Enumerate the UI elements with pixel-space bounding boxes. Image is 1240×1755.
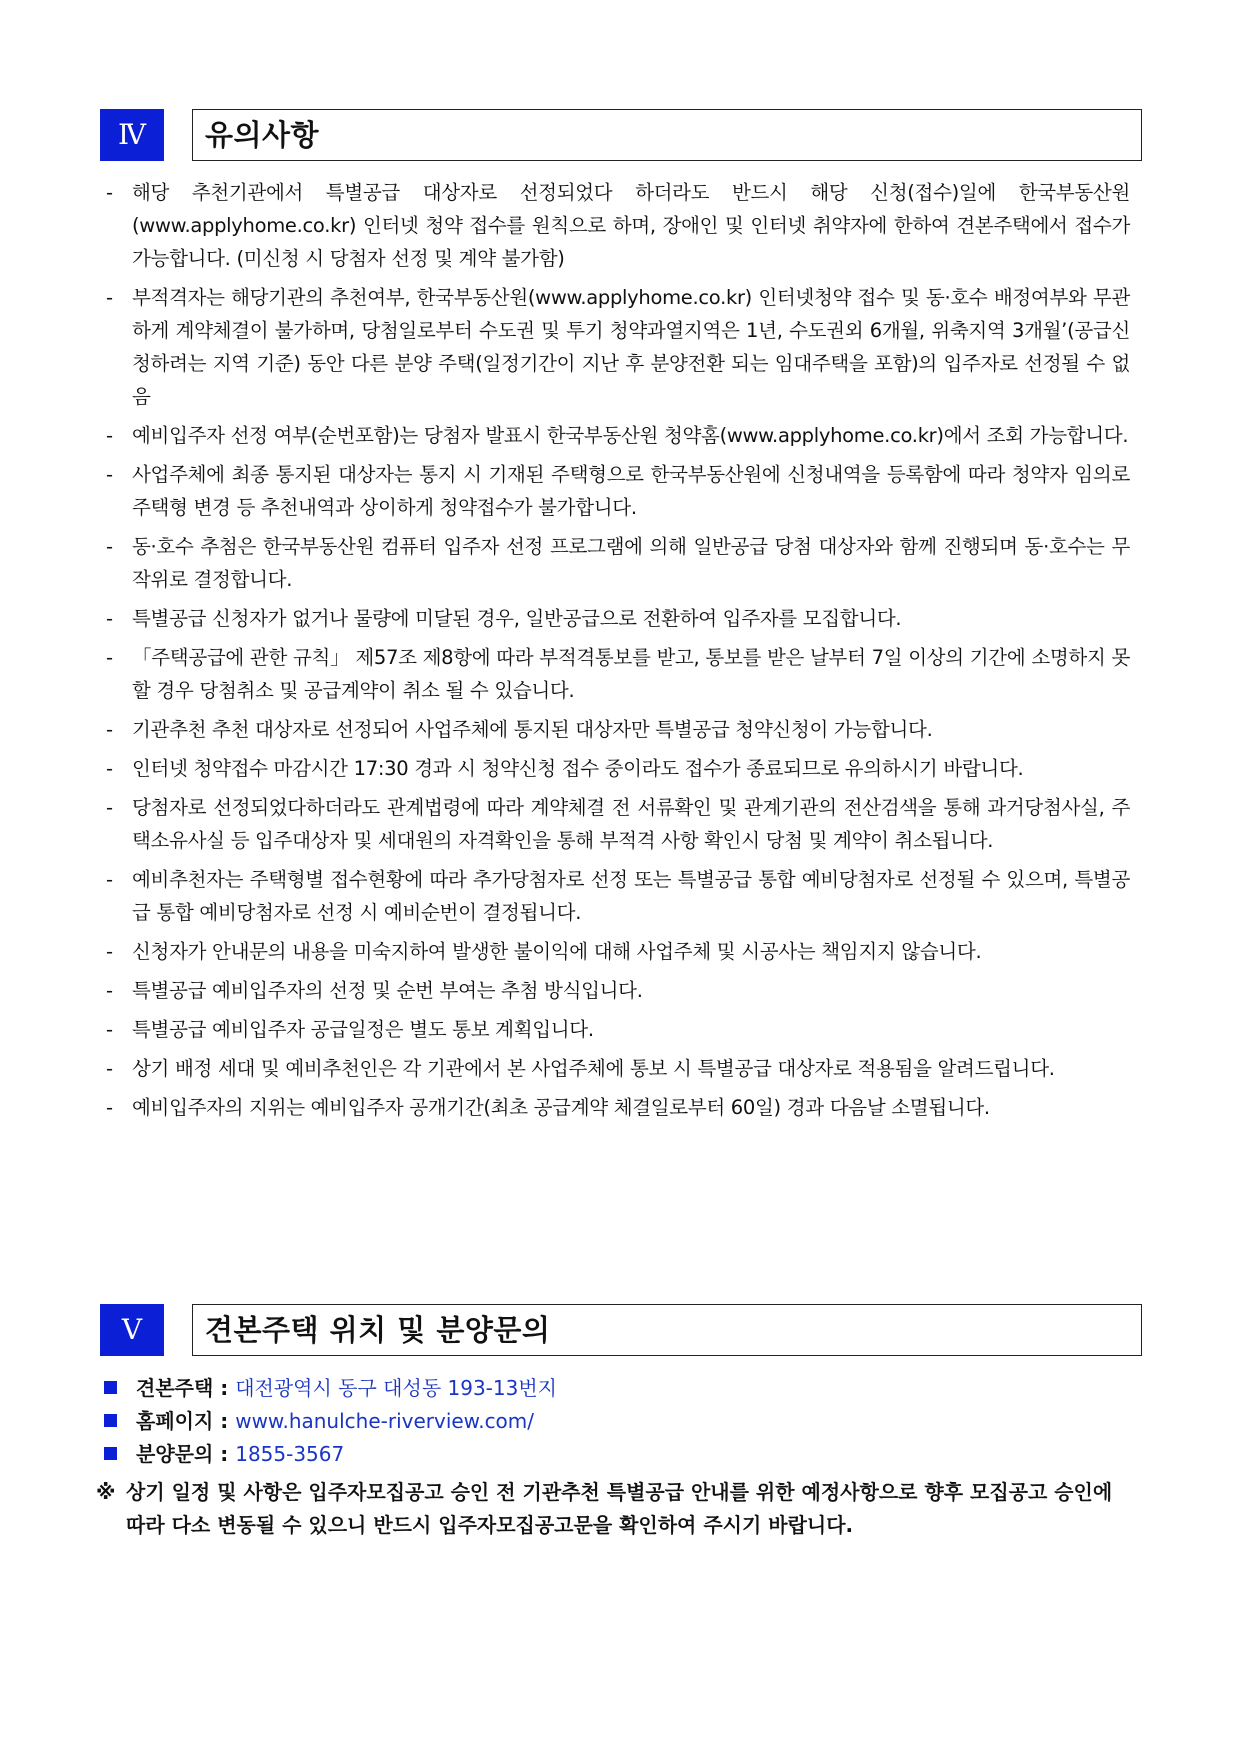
section-4-header [100,109,1142,161]
list-item: - 기관추천 추천 대상자로 선정되어 사업주체에 통지된 대상자만 특별공급 청약신청이 가능합니다. [106,718,933,741]
list-item: - 사업주체에 최종 통지된 대상자는 통지 시 기재된 주택형으로 한국부동산원에 신청내역을 등록함에 따라 청약자 임의로 주택형 변경 등 추천내역과 상이하게 청약접수가 불가합니다. [106,463,1130,519]
list-item: - 동·호수 추첨은 한국부동산원 컴퓨터 입주자 선정 프로그램에 의해 일반공급 당첨 대상자와 함께 진행되며 동·호수는 무작위로 결정합니다. [106,535,1130,591]
inquiry-phone: 1855-3567 [235,1442,345,1466]
section-5-title-box [192,1304,1142,1356]
list-item: - 예비입주자의 지위는 예비입주자 공개기간(최초 공급계약 체결일로부터 60일) 경과 다음날 소멸됩니다. [106,1096,990,1119]
model-house-address: 대전광역시 동구 대성동 193-13번지 [235,1376,557,1400]
list-item: - 부적격자는 해당기관의 추천여부, 한국부동산원(www.applyhome.co.kr) 인터넷청약 접수 및 동·호수 배정여부와 무관하게 계약체결이 불가하며, 당첨일로부터 수도권 및 투기 청약과열지역은 1년, 수도권외 6개월, 위축지역 3개월’(공급신청하려는 지역 기준) 동안 다른 분양 주택(일정기간이 지난 후 분양전환 되는 임대주택을 포함)의 입주자로 선정될 수 없음 [106,286,1130,408]
homepage-link[interactable]: www.hanulche-riverview.com/ [235,1409,535,1433]
list-item: - 「주택공급에 관한 규칙」 제57조 제8항에 따라 부적격통보를 받고, 통보를 받은 날부터 7일 이상의 기간에 소명하지 못할 경우 당첨취소 및 공급계약이 취소 될 수 있습니다. [106,646,1130,702]
square-bullet-icon [104,1414,117,1427]
list-item: - 해당 추천기관에서 특별공급 대상자로 선정되었다 하더라도 반드시 해당 신청(접수)일에 한국부동산원(www.applyhome.co.kr) 인터넷 청약 접수를 원칙으로 하며, 장애인 및 인터넷 취약자에 한하여 견본주택에서 접수가 가능합니다. (미신청 시 당첨자 선정 및 계약 불가함) [106,181,1130,270]
model-house-row: 견본주택 : 대전광역시 동구 대성동 193-13번지 [104,1372,1134,1405]
list-item: - 특별공급 예비입주자의 선정 및 순번 부여는 추첨 방식입니다. [106,979,643,1002]
list-item: - 신청자가 안내문의 내용을 미숙지하여 발생한 불이익에 대해 사업주체 및 시공사는 책임지지 않습니다. [106,940,982,963]
remark-note [96,1476,1126,1542]
square-bullet-icon [104,1447,117,1460]
section-4-title-box [192,109,1142,161]
inquiry-row: 분양문의 : 1855-3567 [104,1438,1134,1471]
section-4-title: 유의사항 [205,118,320,152]
section-5-title: 견본주택 위치 및 분양문의 [205,1313,551,1347]
contact-info [104,1372,1134,1471]
list-item: - 예비입주자 선정 여부(순번포함)는 당첨자 발표시 한국부동산원 청약홈(www.applyhome.co.kr)에서 조회 가능합니다. [106,424,1129,447]
list-item: - 인터넷 청약접수 마감시간 17:30 경과 시 청약신청 접수 중이라도 접수가 종료되므로 유의하시기 바랍니다. [106,757,1024,780]
section-5-header [100,1304,1142,1356]
list-item: - 상기 배정 세대 및 예비추천인은 각 기관에서 본 사업주체에 통보 시 특별공급 대상자로 적용됨을 알려드립니다. [106,1057,1055,1080]
list-item: - 예비추천자는 주택형별 접수현황에 따라 추가당첨자로 선정 또는 특별공급 통합 예비당첨자로 선정될 수 있으며, 특별공급 통합 예비당첨자로 선정 시 예비순번이 결정됩니다. [106,868,1130,924]
notes-list [106,176,1130,1130]
homepage-row: 홈페이지 : www.hanulche-riverview.com/ [104,1405,1134,1438]
square-bullet-icon [104,1381,117,1394]
list-item: - 당첨자로 선정되었다하더라도 관계법령에 따라 계약체결 전 서류확인 및 관계기관의 전산검색을 통해 과거당첨사실, 주택소유사실 등 입주대상자 및 세대원의 자격확인을 통해 부적격 사항 확인시 당첨 및 계약이 취소됩니다. [106,796,1130,852]
section-4-number: Ⅳ [100,109,164,161]
remark-text: 상기 일정 및 사항은 입주자모집공고 승인 전 기관추천 특별공급 안내를 위한 예정사항으로 향후 모집공고 승인에 따라 다소 변동될 수 있으니 반드시 입주자모집공고문을 확인하여 주시기 바랍니다. [126,1480,1113,1537]
list-item: - 특별공급 신청자가 없거나 물량에 미달된 경우, 일반공급으로 전환하여 입주자를 모집합니다. [106,607,902,630]
section-5-number: Ⅴ [100,1304,164,1356]
list-item: - 특별공급 예비입주자 공급일정은 별도 통보 계획입니다. [106,1018,594,1041]
reference-mark-icon: ※ [96,1480,116,1504]
